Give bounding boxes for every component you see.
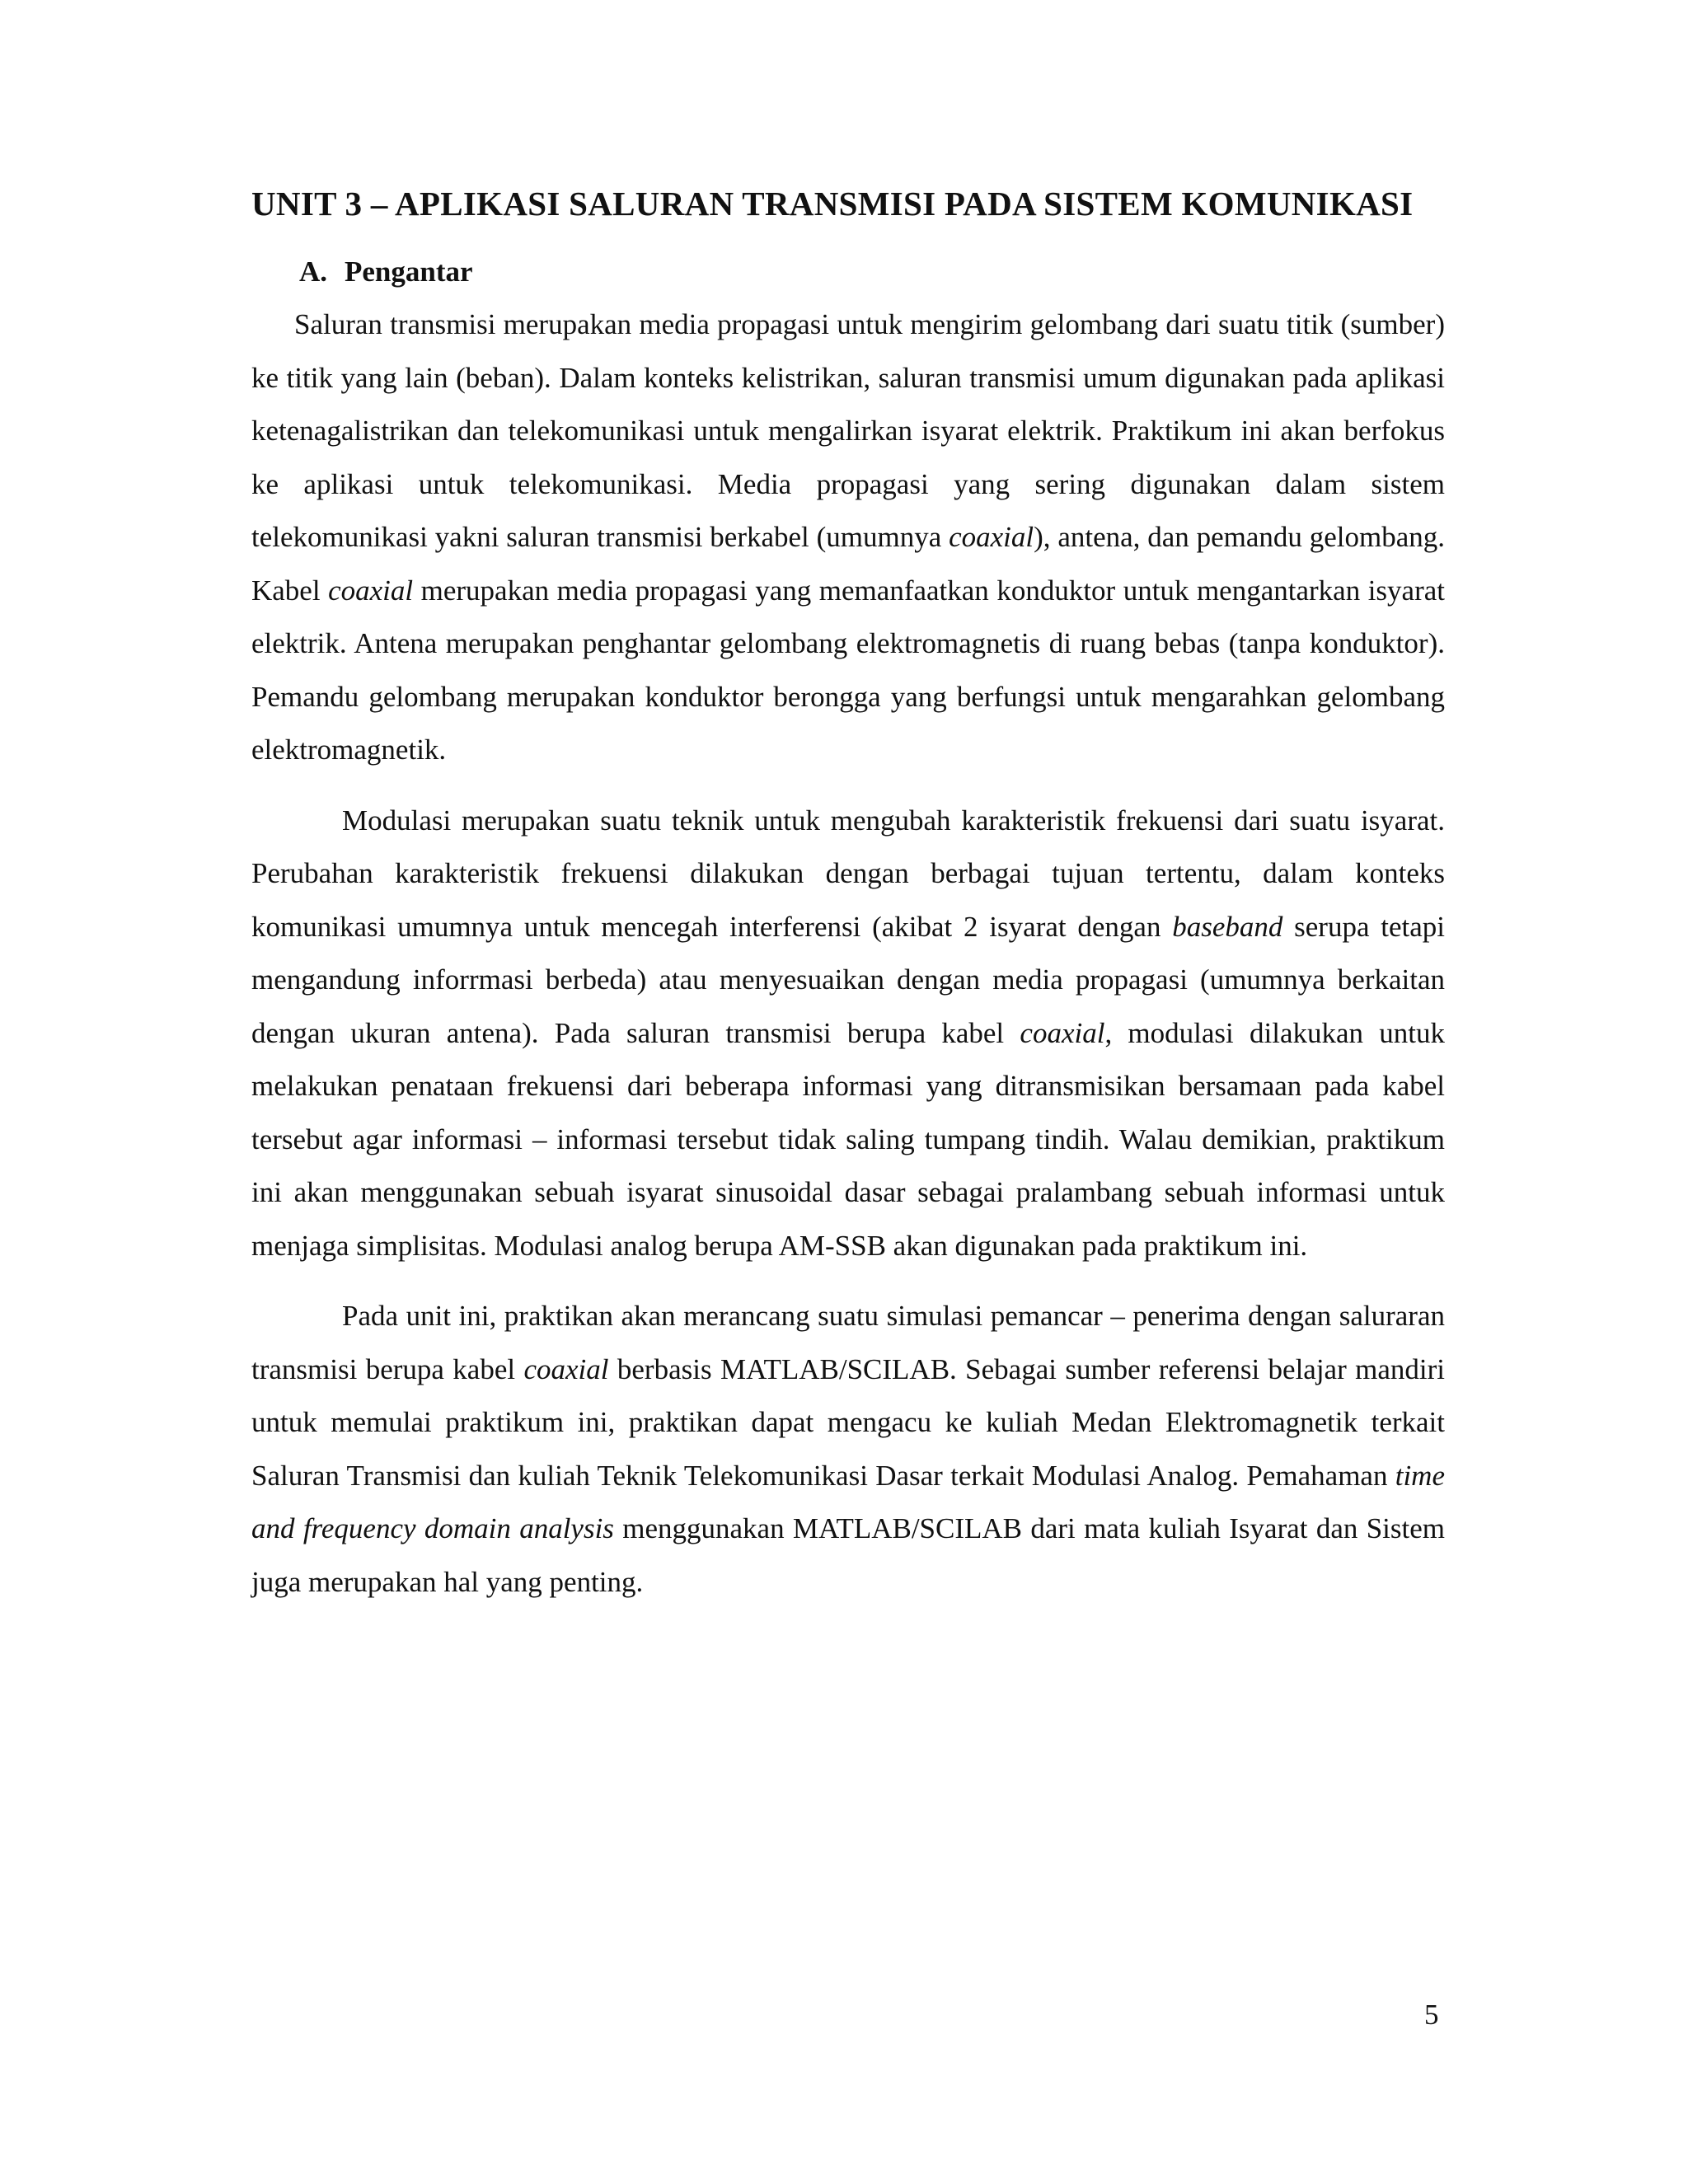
italic-term: time and frequency domain analysis [251, 1459, 1445, 1544]
paragraph-text: , modulasi dilakukan untuk melakukan penataan frekuensi dari beberapa informasi yang ditransmisikan bersamaan pada kabel tersebut agar informasi – informasi tersebut tidak saling tumpang tindih. Walau demikian, praktikum ini akan menggunakan sebuah isyarat sinusoidal dasar sebagai pralambang sebuah informasi untuk menjaga simplisitas. Modulasi analog berupa AM-SSB akan digunakan pada praktikum ini. [251, 1016, 1445, 1262]
section-heading [299, 246, 1445, 298]
paragraph-text: Modulasi merupakan suatu teknik untuk mengubah karakteristik frekuensi dari suatu isyarat. Perubahan karakteristik frekuensi dilakukan dengan berbagai tujuan tertentu, dalam konteks komunikasi umumnya untuk mencegah interferensi (akibat 2 isyarat dengan [251, 804, 1445, 943]
italic-term: coaxial [328, 574, 414, 607]
paragraph-text: Saluran transmisi merupakan media propagasi untuk mengirim gelombang dari suatu titik (sumber) ke titik yang lain (beban). Dalam konteks kelistrikan, saluran transmisi umum digunakan pada aplikasi ketenagalistrikan dan telekomunikasi untuk mengalirkan isyarat elektrik. Praktikum ini akan berfokus ke aplikasi untuk telekomunikasi. Media propagasi yang sering digunakan dalam sistem telekomunikasi yakni saluran transmisi berkabel (umumnya [251, 308, 1445, 553]
paragraph-intro [251, 298, 1445, 777]
paragraph-text: serupa tetapi mengandung inforrmasi berbeda) atau menyesuaikan dengan media propagasi (umumnya berkaitan dengan ukuran antena). Pada saluran transmisi berupa kabel [251, 910, 1445, 1049]
italic-term: coaxial [1020, 1016, 1105, 1049]
section-letter: A. [299, 255, 328, 288]
paragraph-text: berbasis MATLAB/SCILAB. Sebagai sumber referensi belajar mandiri untuk memulai praktikum ini, praktikan dapat mengacu ke kuliah Medan Elektromagnetik terkait Saluran Transmisi dan kuliah Teknik Telekomunikasi Dasar terkait Modulasi Analog. Pemahaman [251, 1352, 1445, 1492]
document-page [251, 180, 1445, 1609]
italic-term: coaxial [949, 521, 1034, 553]
paragraph-text: menggunakan MATLAB/SCILAB dari mata kuliah Isyarat dan Sistem juga merupakan hal yang penting. [251, 1512, 1445, 1598]
paragraph-unit-overview [251, 1290, 1445, 1609]
page-number: 5 [1424, 1999, 1439, 2031]
unit-title: UNIT 3 – APLIKASI SALURAN TRANSMISI PADA SISTEM KOMUNIKASI [251, 185, 1414, 223]
section-title: Pengantar [345, 255, 473, 288]
paragraph-text: merupakan media propagasi yang memanfaatkan konduktor untuk mengantarkan isyarat elektrik. Antena merupakan penghantar gelombang elektromagnetis di ruang bebas (tanpa konduktor). Pemandu gelombang merupakan konduktor berongga yang berfungsi untuk mengarahkan gelombang elektromagnetik. [251, 574, 1445, 766]
italic-term: coaxial [523, 1352, 609, 1385]
paragraph-modulation [251, 794, 1445, 1273]
italic-term: baseband [1172, 910, 1283, 943]
paragraph-text: Pada unit ini, praktikan akan merancang suatu simulasi pemancar – penerima dengan saluraran transmisi berupa kabel [251, 1300, 1445, 1385]
paragraph-text: ), antena, dan pemandu gelombang. Kabel [251, 521, 1445, 607]
